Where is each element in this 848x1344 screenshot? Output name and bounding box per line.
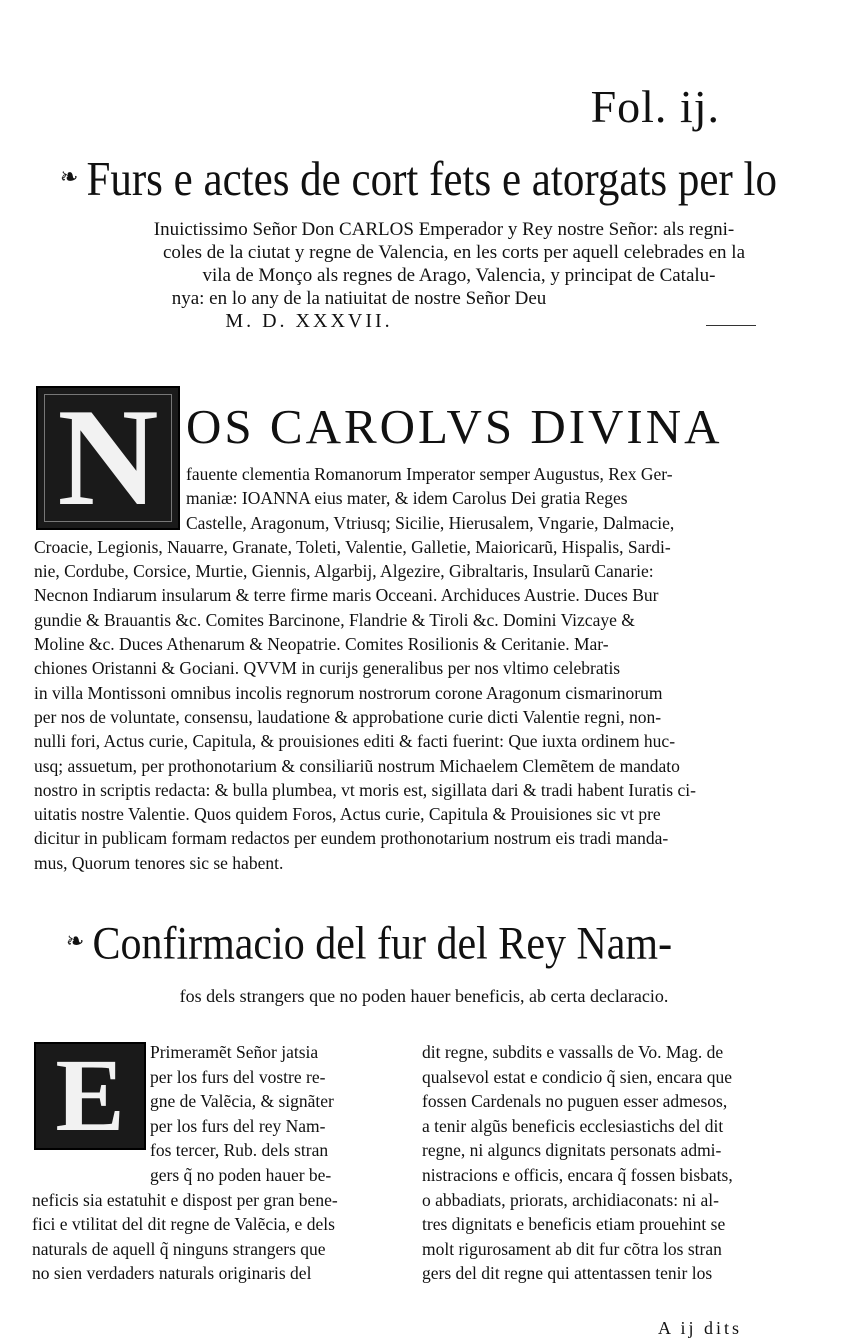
fleuron-icon: ❧ <box>66 927 85 955</box>
subheading-line: nya: en lo any de la natiuitat de nostre Señor Deu <box>171 288 547 309</box>
column-line: dit regne, subdits e vassalls de Vo. Mag. de <box>422 1042 724 1062</box>
fleuron-icon: ❧ <box>60 162 79 191</box>
divider-rule <box>706 325 756 326</box>
main-title <box>60 148 780 216</box>
column-line: per los furs del rey Nam- <box>150 1115 326 1136</box>
right-column <box>422 1040 762 1286</box>
left-column <box>32 1040 372 1286</box>
body-line: maniæ: IOANNA eius mater, & idem Carolus Dei gratia Reges <box>186 488 628 509</box>
initial-letter: E <box>55 1038 125 1153</box>
body-line: Croacie, Legionis, Nauarre, Granate, Toleti, Valentie, Galletie, Maioricarũ, Hispalis, Sardi- <box>34 536 671 557</box>
body-line: gundie & Brauantis &c. Comites Barcinone, Flandrie & Tiroli &c. Domini Vizcaye & <box>34 609 635 630</box>
column-line: regne, ni alguncs dignitats personats admi- <box>422 1140 722 1161</box>
body-line: nostro in scriptis redacta: & bulla plumbea, vt moris est, sigillata dari & tradi habent Iuratis ci- <box>34 779 696 800</box>
folio-number: Fol. ij. <box>590 81 720 132</box>
body-line: dicitur in publicam formam redactos per eundem prothonotarium nostrum eis tradi manda- <box>34 828 669 849</box>
section-title <box>66 918 672 971</box>
subheading <box>0 218 848 333</box>
body-line: Necnon Indiarum insularum & terre firme maris Occeani. Archiduces Austrie. Duces Bur <box>34 585 659 606</box>
section-subtitle: fos dels strangers que no poden hauer beneficis, ab certa declaracio. <box>179 986 669 1006</box>
body-line: mus, Quorum tenores sic se habent. <box>34 852 284 873</box>
column-line: gers q̃ no poden hauer be- <box>150 1164 332 1185</box>
subheading-line: coles de la ciutat y regne de Valencia, en les corts per aquell celebrades en la <box>162 242 746 263</box>
column-line: fici e vtilitat del dit regne de Valẽcia, e dels <box>32 1214 335 1235</box>
body-line: chiones Oristanni & Gociani. QVVM in curijs generalibus per nos vltimo celebratis <box>34 658 621 679</box>
body-line: usq; assuetum, per prothonotarium & consiliariũ nostrum Michaelem Clemẽtem de mandato <box>34 755 680 776</box>
column-line: nistracions e officis, encara q̃ fossen bisbats, <box>422 1164 733 1185</box>
catchword-signature: A ij dits <box>658 1318 743 1338</box>
body-line: per nos de voluntate, consensu, laudatione & approbatione curie dicti Valentie regni, non- <box>34 706 662 727</box>
main-title-text: Furs e actes de cort fets e atorgats per lo <box>86 153 777 207</box>
body-line: in villa Montissoni omnibus incolis regnorum nostrorum corone Aragonum cismarinorum <box>34 682 663 703</box>
latin-preamble <box>34 462 764 875</box>
body-line: nie, Cordube, Corsice, Murtie, Giennis, Algarbij, Algezire, Gibraltaris, Insularũ Canarie: <box>34 561 654 582</box>
subheading-date: M. D. XXXVII. <box>225 310 393 332</box>
body-line: fauente clementia Romanorum Imperator semper Augustus, Rex Ger- <box>186 464 673 484</box>
column-line: gers del dit regne qui attentassen tenir los <box>422 1263 713 1284</box>
subheading-line: vila de Monço als regnes de Arago, Valencia, y principat de Catalu- <box>202 265 716 286</box>
body-line: nulli fori, Actus curie, Capitula, & prouisiones editi & facti fuerint: Que iuxta ordinem huc- <box>34 731 676 752</box>
column-line: neficis sia estatuhit e dispost per gran bene- <box>32 1189 338 1210</box>
body-line: Moline &c. Duces Athenarum & Neopatrie. Comites Rosilionis & Ceritanie. Mar- <box>34 634 609 655</box>
column-line: per los furs del vostre re- <box>150 1066 326 1087</box>
opening-words: OS CAROLVS DIVINA <box>186 399 723 454</box>
column-line: o abbadiats, priorats, archidiaconats: ni al- <box>422 1189 719 1210</box>
section-title-text: Confirmacio del fur del Rey Nam- <box>92 919 673 970</box>
subheading-line: Inuictissimo Señor Don CARLOS Emperador y Rey nostre Señor: als regni- <box>153 219 735 240</box>
column-line: no sien verdaders naturals originaris del <box>32 1263 312 1284</box>
body-line: uitatis nostre Valentie. Quos quidem Foros, Actus curie, Capitula & Prouisiones sic vt pre <box>34 804 661 825</box>
column-line: fos tercer, Rub. dels stran <box>150 1140 329 1161</box>
column-line: gne de Valẽcia, & signãter <box>150 1091 334 1112</box>
column-line: Primeramẽt Señor jatsia <box>150 1042 319 1062</box>
column-line: a tenir algũs beneficis ecclesiastichs del dit <box>422 1115 724 1136</box>
initial-letter: N <box>57 380 159 535</box>
column-line: fossen Cardenals no puguen esser admesos, <box>422 1091 728 1112</box>
column-line: tres dignitats e beneficis etiam prouehint se <box>422 1214 726 1235</box>
body-line: Castelle, Aragonum, Vtriusq; Sicilie, Hierusalem, Vngarie, Dalmacie, <box>186 512 675 533</box>
column-line: qualsevol estat e condicio q̃ sien, encara que <box>422 1066 733 1087</box>
column-line: molt rigurosament ab dit fur cõtra los stran <box>422 1238 722 1259</box>
column-line: naturals de aquell q̃ ninguns strangers que <box>32 1238 326 1259</box>
